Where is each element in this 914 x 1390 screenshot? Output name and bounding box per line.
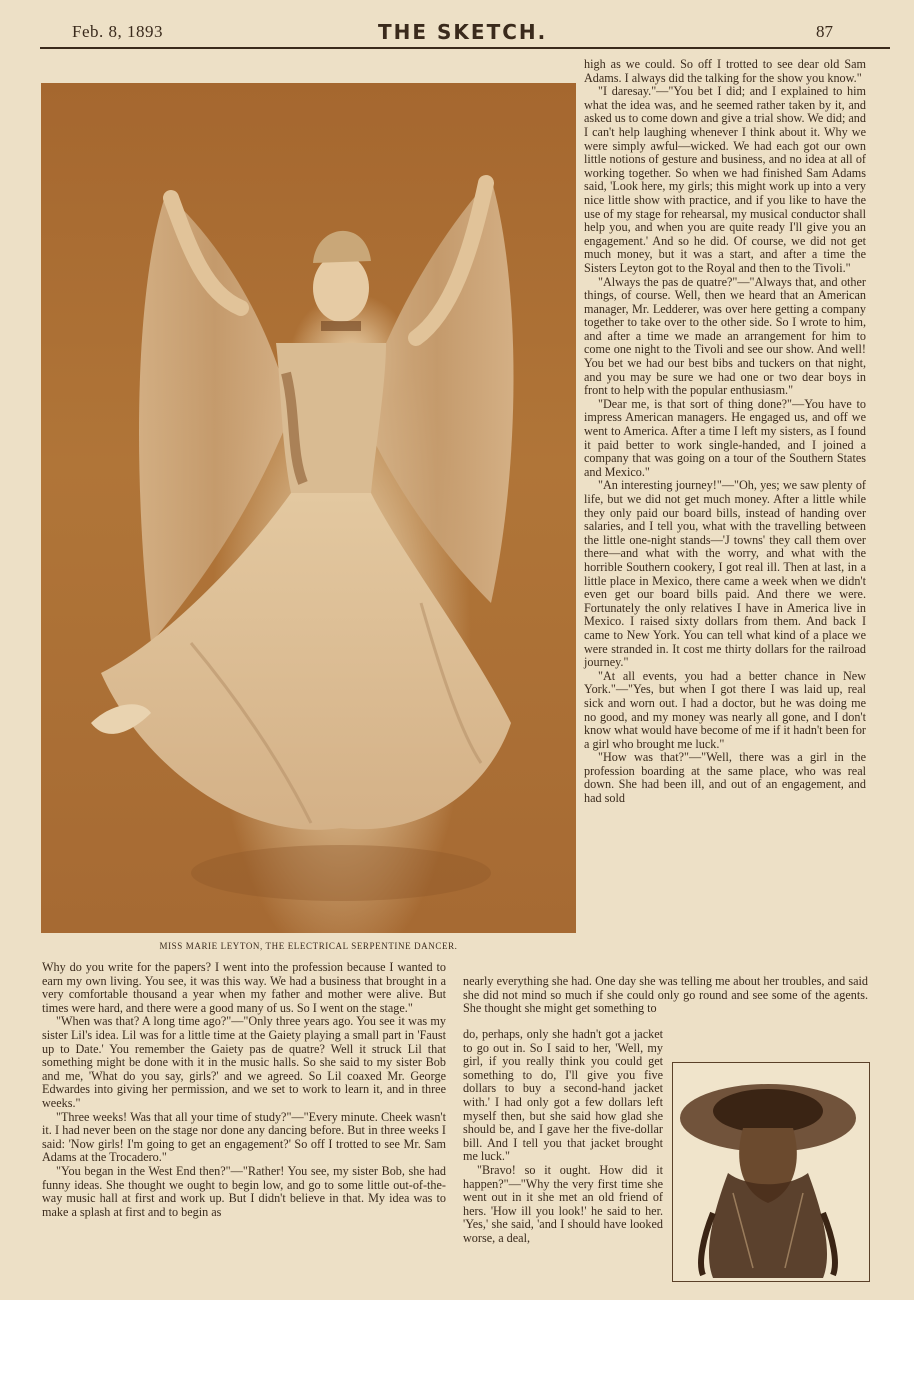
paragraph: "Dear me, is that sort of thing done?"—You have to impress American managers. He engaged us, and off we went to America. After a time I left my sisters, as I found it paid better to work single-handed, and I joined a company that was going on a tour of the Southern States and Mexico.": [584, 396, 866, 479]
lower-mid-wide-text: [463, 975, 868, 1016]
lower-left-column-text: [42, 961, 446, 1219]
right-column-text: [584, 58, 866, 806]
issue-date: Feb. 8, 1893: [72, 22, 163, 41]
paragraph: "How was that?"—"Well, there was a girl in the profession boarding at the same place, who was real down. She had been ill, and out of an engagement, and had sold: [584, 750, 866, 806]
paragraph: do, perhaps, only she hadn't got a jacket to go out in. So I said to her, 'Well, my girl, if you really think you could get something to do, I'll give you five dollars to buy a second-hand jacket with.' I had only got a few dollars left myself then, but she said how glad she should be, and I gave her the five-dollar bill. And I tell you that jacket brought me luck.": [463, 1027, 663, 1164]
paragraph: Why do you write for the papers? I went into the profession because I wanted to earn my own living. You see, it was this way. We had a business that brought in a very comfortable thousand a year when my father and mother were alive. But times were hard, and there were a good many of us. So I went on the stage.": [42, 960, 446, 1015]
paragraph: "Always the pas de quatre?"—"Always that, and other things, of course. Well, then we heard that an American manager, Mr. Ledderer, was over here getting a company together to take over to the other side. So I wrote to him, and after a time we made an arrangement for him to come one night to the Tivoli and see our show. And well! You bet we had our best bibs and tuckers on that night, and you may be sure we had one or two dear boys in front to help with the popular enthusiasm.": [584, 274, 866, 398]
paragraph: "An interesting journey!"—"Oh, yes; we saw plenty of life, but we did not get much money. After a little while they only paid our board bills, instead of handing over salaries, and I tell you, what with the travelling between the little one-night stands—'J towns' they call them over there—and what with the worry, and what with the horrible Southern cookery, I got real ill. Then at last, in a little place in Mexico, there came a week when we didn't even get our board bills paid. And there we were. Fortunately the only relatives I have in America live in Mexico. I raised sixty dollars from them. And back I came to New York. You can tell what kind of a place we were stranded in. It cost me thirty dollars for the railroad journey.": [584, 478, 866, 670]
paragraph: "Three weeks! Was that all your time of study?"—"Every minute. Cheek wasn't it. I had never been on the stage nor done any dancing before. But in three weeks I said: 'Now girls! I'm going to get an engagement?' So off I trotted to see Mr. Sam Adams at the Trocadero.": [42, 1109, 446, 1165]
paragraph: "You began in the West End then?"—"Rather! You see, my sister Bob, she had funny ideas. She thought we ought to begin low, and go to some little out-of-the-way music hall at first and work up. But I didn't believe in that. My idea was to make a splash at first and to begin as: [42, 1163, 446, 1219]
paragraph: high as we could. So off I trotted to see dear old Sam Adams. I always did the talking for the show you know.": [584, 57, 866, 85]
paragraph: "At all events, you had a better chance in New York."—"Yes, but when I got there I was laid up, real sick and worn out. I had a doctor, but he was doing me no good, and my money was nearly all gone, and I don't know what would have become of me if it hadn't been for a girl who brought me luck.": [584, 668, 866, 751]
paragraph: "I daresay."—"You bet I did; and I explained to him what the idea was, and he seemed rather taken by it, and asked us to come down and give a trial show. We did; and I can't help laughing whenever I think about it. Why we were simply awful—wicked. We had each got our own little notions of gesture and business, and no idea at all of working together. So when we had finished Sam Adams said, 'Look here, my girls; this might work up into a very nice little show with practice, and if you like to have the use of my stage for rehearsal, my musical conductor shall help you, and when you are quite ready I'll give you an engagement.' And so he did. Of course, we did not get much money, but it was a start, and after a time the Sisters Leyton got to the Royal and then to the Tivoli.": [584, 84, 866, 275]
paragraph: "When was that? A long time ago?"—"Only three years ago. You see it was my sister Lil's idea. Lil was for a little time at the Gaiety playing a small part in 'Faust up to Date.' You remember the Gaiety pas de quatre? Well it struck Lil that something might be done with it in the music halls. So she said to my sister Bob and me, 'What do you say, girls?' and we agreed. So Lil coaxed Mr. George Edwardes into giving her permission, and we set to work to learn it, and in three weeks.": [42, 1014, 446, 1110]
page-number: 87: [816, 22, 833, 41]
masthead-title: THE SKETCH.: [378, 20, 548, 44]
paragraph: nearly everything she had. One day she was telling me about her troubles, and said she did not mind so much if she could only go round and see some of the agents. She thought she might get something to: [463, 974, 868, 1016]
jacket-illustration: [672, 1062, 870, 1282]
paragraph: "Bravo! so it ought. How did it happen?"—"Why the very first time she went out in it she met an old friend of hers. 'How ill you look!' he said to her. 'Yes,' she said, 'and I should have looked worse, a deal,: [463, 1162, 663, 1245]
header-rule: [40, 47, 890, 49]
photo-caption: MISS MARIE LEYTON, THE ELECTRICAL SERPENTINE DANCER.: [159, 941, 458, 951]
lower-mid-narrow-text: [463, 1028, 663, 1246]
dancer-figure-illustration: [41, 83, 576, 933]
hat-and-jacket-drawing: [673, 1063, 869, 1281]
dancer-photograph: [41, 83, 576, 933]
